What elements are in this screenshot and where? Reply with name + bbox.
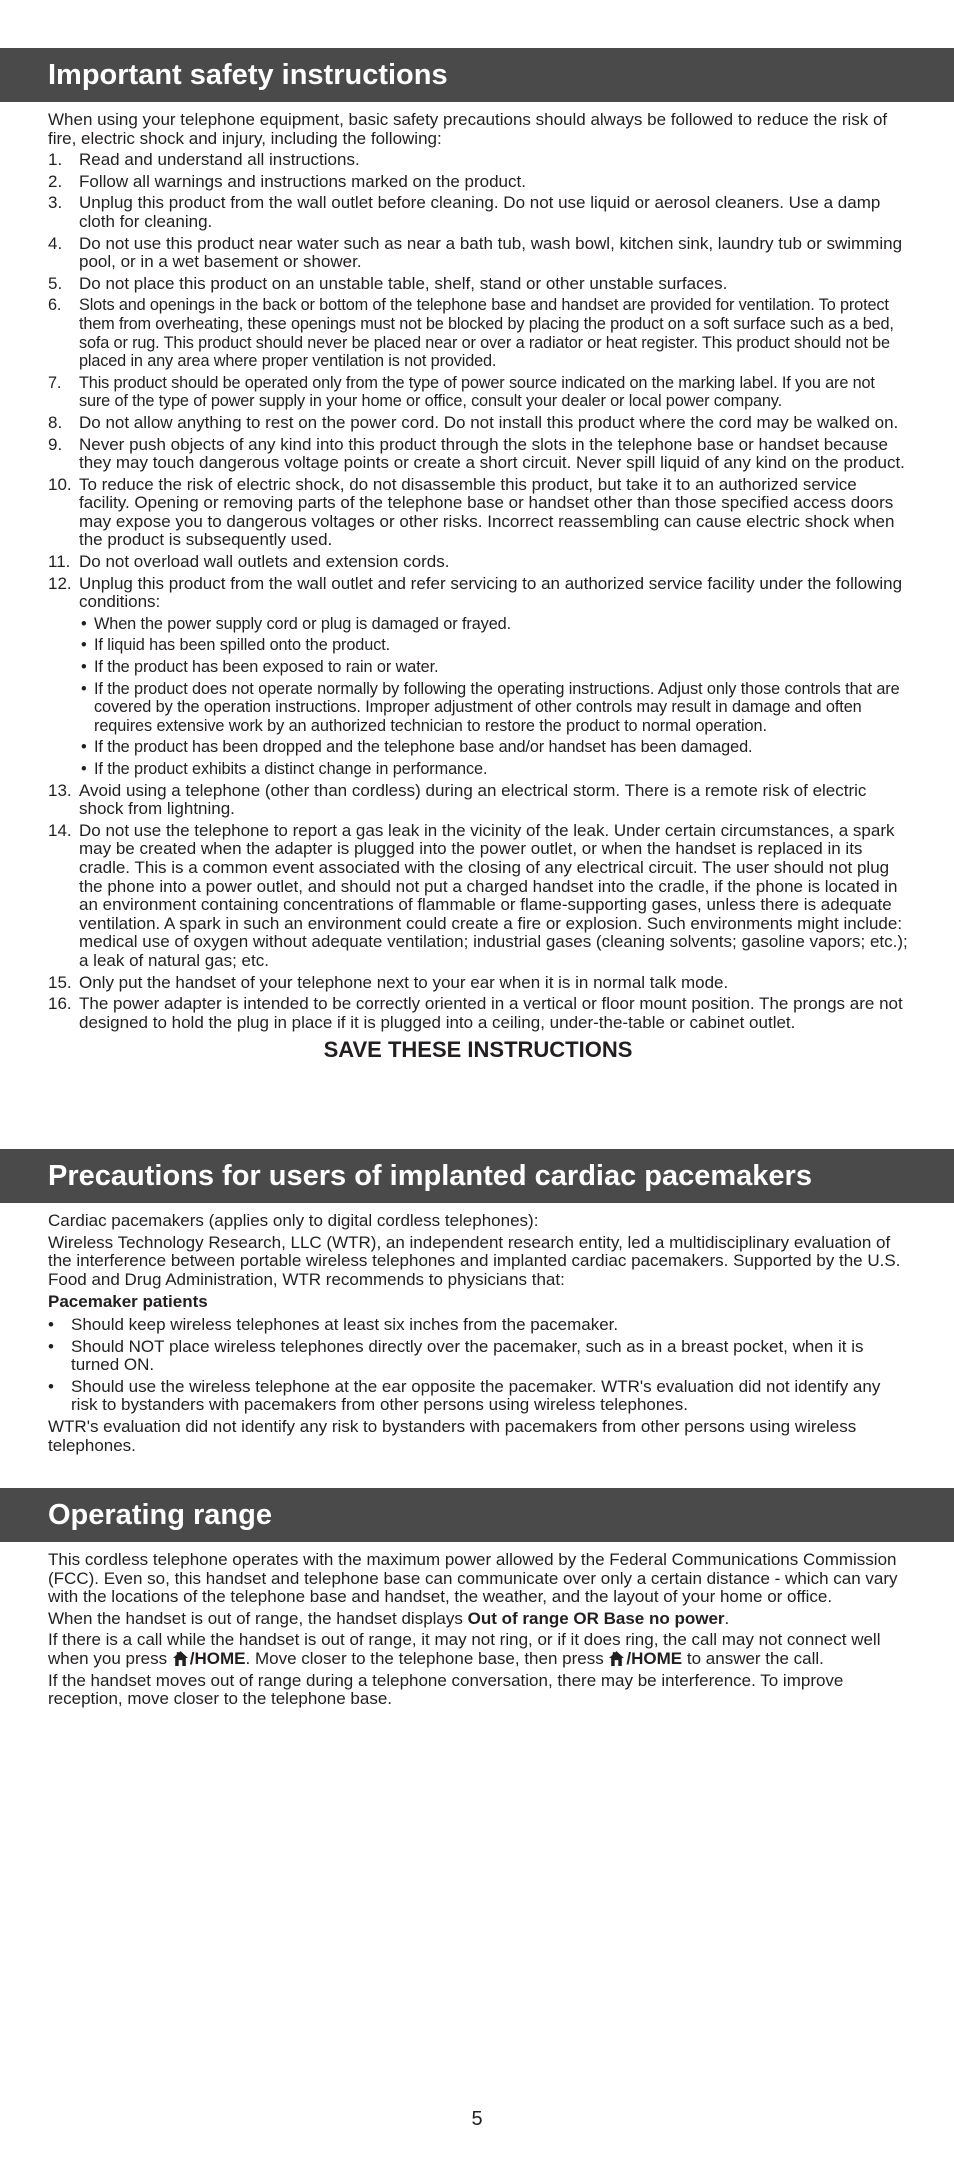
list-item: • Should NOT place wireless telephones directly over the pacemaker, such as in a breast pocket, when it is turned ON. <box>48 1336 864 1375</box>
range-display-paragraph: When the handset is out of range, the handset displays Out of range OR Base no power. <box>48 1608 730 1628</box>
home-icon <box>608 1650 625 1667</box>
home-key-label: /HOME <box>608 1649 682 1668</box>
safety-intro: When using your telephone equipment, basic safety precautions should always be followed to reduce the risk of fire, electric shock and injury, including the following: <box>48 110 888 148</box>
range-interference-paragraph: If the handset moves out of range during a telephone conversation, there may be interference. To improve reception, move closer to the telephone base. <box>48 1670 844 1709</box>
list-item: 8. Do not allow anything to rest on the power cord. Do not install this product where the cord may be walked on. <box>48 412 899 432</box>
list-item: 4. Do not use this product near water such as near a bath tub, wash bowl, kitchen sink, laundry tub or swimming pool, or in a wet basement or shower. <box>48 233 903 272</box>
pacemaker-patients-heading: Pacemaker patients <box>48 1292 208 1312</box>
condition-item: • If liquid has been spilled onto the product. <box>81 636 391 655</box>
list-item: 11. Do not overload wall outlets and extension cords. <box>48 552 450 572</box>
list-item: 13. Avoid using a telephone (other than cordless) during an electrical storm. There is a remote risk of electric shock from lightning. <box>48 780 867 819</box>
save-instructions-heading: SAVE THESE INSTRUCTIONS <box>323 1037 633 1063</box>
condition-item: • If the product has been dropped and the telephone base and/or handset has been damaged. <box>81 738 753 757</box>
safety-section-body <box>48 111 908 1063</box>
conditions-list <box>79 615 908 779</box>
out-of-range-message: Out of range OR Base no power <box>467 1608 725 1628</box>
pacemaker-section-header: Precautions for users of implanted cardiac pacemakers <box>0 1149 954 1203</box>
list-item: 3. Unplug this product from the wall outlet before cleaning. Do not use liquid or aerosol cleaners. Use a damp cloth for cleaning. <box>48 193 881 231</box>
list-item: 10. To reduce the risk of electric shock, do not disassemble this product, but take it to an authorized service facility. Opening or removing parts of the telephone base or handset other than those specified access doors may expose you to dangerous voltages or other risks. Incorrect reassembling can cause electric shock when the product is subsequently used. <box>48 474 895 550</box>
safety-section-header: Important safety instructions <box>0 48 954 102</box>
page-number: 5 <box>471 2108 483 2130</box>
list-item: • Should use the wireless telephone at the ear opposite the pacemaker. WTR's evaluation did not identify any risk to bystanders with pacemakers from other persons using wireless telephones. <box>48 1376 881 1415</box>
list-item: 2. Follow all warnings and instructions marked on the product. <box>48 171 526 191</box>
safety-list <box>48 151 908 1032</box>
list-item: 6. Slots and openings in the back or bottom of the telephone base and handset are provided for ventilation. To protect them from overheating, these openings must not be blocked by placing the product on a soft surface such as a bed, sofa or rug. This product should never be placed near or over a radiator or heat register. This product should not be placed in any area where proper ventilation is not provided. <box>48 296 894 371</box>
list-item: 5. Do not place this product on an unstable table, shelf, stand or other unstable surfaces. <box>48 273 728 293</box>
pacemaker-paragraph: Wireless Technology Research, LLC (WTR), an independent research entity, led a multidisciplinary evaluation of the interference between portable wireless telephones and implanted cardiac pacemakers. Supported by the U.S. Food and Drug Administration, WTR recommends to physicians that: <box>48 1232 901 1289</box>
list-item: 7. This product should be operated only from the type of power source indicated on the marking label. If you are not sure of the type of power supply in your home or office, consult your dealer or local power company. <box>48 373 875 411</box>
list-item: 12. Unplug this product from the wall outlet and refer servicing to an authorized service facility under the following conditions: • When the power supply cord or plug is damaged or frayed. • If liquid has been spilled onto the product. • If the product has been exposed to rain or water. • If the product does not operate normally by following the operating instructions. Adjust only those controls that are covered by the operation instructions. Improper adjustment of other controls may result in damage and often requires extensive work by an authorized technician to restore the product to normal operation. • If the product has been dropped and the telephone base and/or handset has been damaged. • If the product exhibits a distinct change in performance. <box>48 575 908 779</box>
condition-item: • If the product does not operate normally by following the operating instructions. Adjust only those controls that are covered by the operation instructions. Improper adjustment of other controls may result in damage and often requires extensive work by an authorized technician to restore the product to normal operation. <box>81 679 900 735</box>
list-item: 16. The power adapter is intended to be correctly oriented in a vertical or floor mount position. The prongs are not designed to hold the plug in place if it is plugged into a ceiling, under-the-table or cabinet outlet. <box>48 994 903 1032</box>
home-key-label: /HOME <box>172 1649 246 1668</box>
condition-item: • When the power supply cord or plug is damaged or frayed. <box>81 614 512 633</box>
pacemaker-list <box>48 1316 908 1415</box>
list-item: 9. Never push objects of any kind into this product through the slots in the telephone base or handset because they may touch dangerous voltage points or create a short circuit. Never spill liquid of any kind on the product. <box>48 434 905 473</box>
pacemaker-closing: WTR's evaluation did not identify any risk to bystanders with pacemakers from other persons using wireless telephones. <box>48 1416 857 1455</box>
list-item: 14. Do not use the telephone to report a gas leak in the vicinity of the leak. Under certain circumstances, a spark may be created when the adapter is plugged into the power outlet, or when the handset is replaced in its cradle. This is a common event associated with the closing of any electrical circuit. The user should not plug the phone into a power outlet, and should not put a charged handset into the cradle, if the phone is located in an environment containing concentrations of flammable or flame-supporting gases, unless there is adequate ventilation. A spark in such an environment could create a fire or explosion. Such environments might include: medical use of oxygen without adequate ventilation; industrial gases (cleaning solvents; gasoline vapors; etc.); a leak of natural gas; etc. <box>48 820 908 970</box>
range-section-body <box>48 1551 908 1712</box>
pacemaker-intro: Cardiac pacemakers (applies only to digital cordless telephones): <box>48 1211 539 1230</box>
home-icon <box>172 1650 189 1667</box>
range-section-header: Operating range <box>0 1488 954 1542</box>
range-call-paragraph: If there is a call while the handset is out of range, it may not ring, or if it does ring, the call may not connect well when you press /HOME. Move closer to the telephone base, then press /HOME to answer the call. <box>48 1630 881 1668</box>
list-item: 15. Only put the handset of your telephone next to your ear when it is in normal talk mode. <box>48 972 729 992</box>
pacemaker-section-body <box>48 1212 908 1458</box>
list-item: • Should keep wireless telephones at least six inches from the pacemaker. <box>48 1314 619 1334</box>
condition-item: • If the product exhibits a distinct change in performance. <box>81 760 488 778</box>
list-item: 1. Read and understand all instructions. <box>48 150 360 170</box>
range-paragraph: This cordless telephone operates with the maximum power allowed by the Federal Communications Commission (FCC). Even so, this handset and telephone base can communicate over only a certain distance - which can vary with the locations of the telephone base and handset, the weather, and the layout of your home or office. <box>48 1550 898 1607</box>
condition-item: • If the product has been exposed to rain or water. <box>81 658 439 677</box>
